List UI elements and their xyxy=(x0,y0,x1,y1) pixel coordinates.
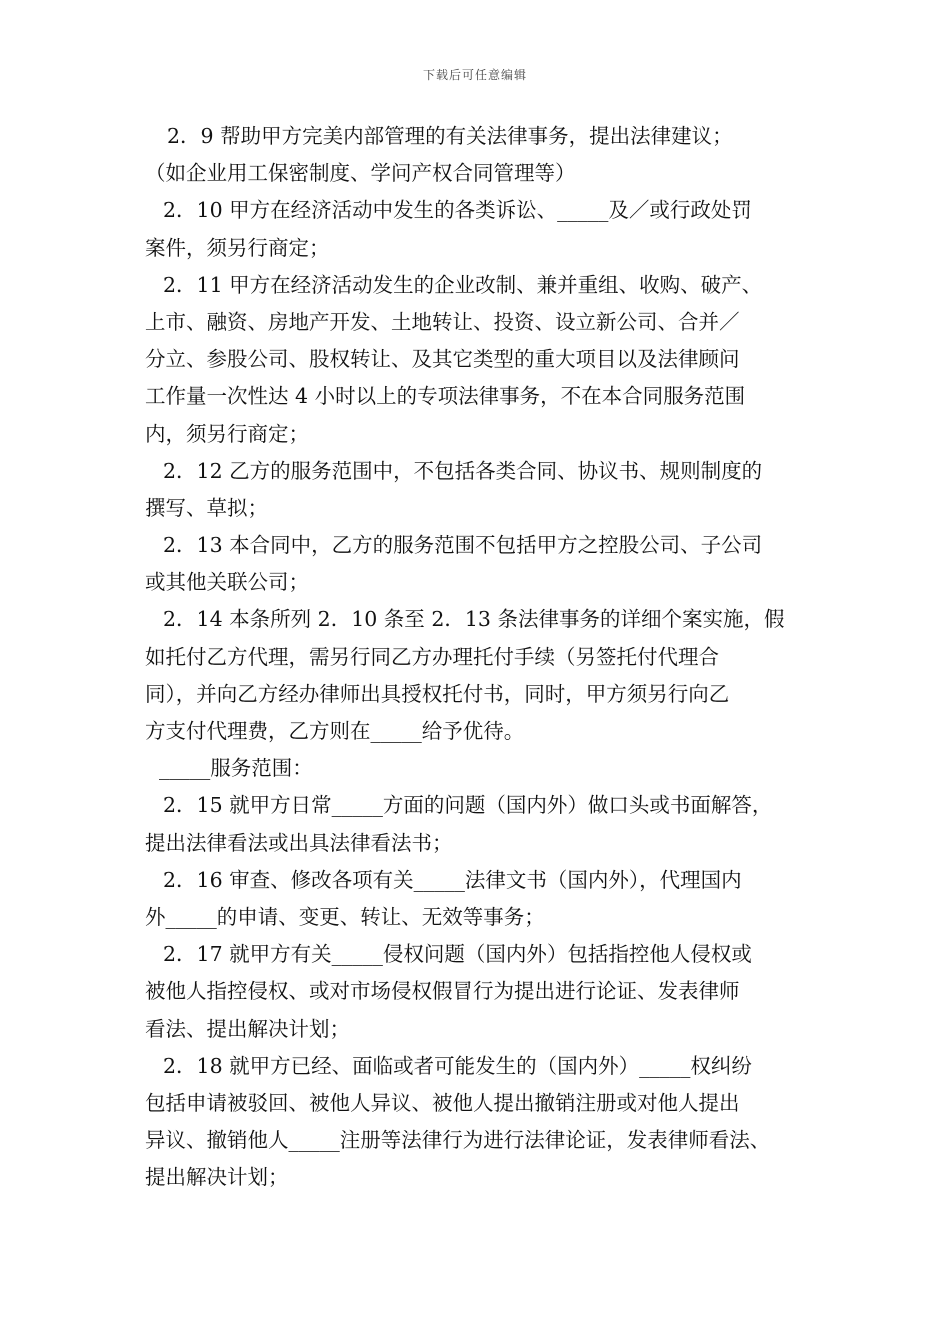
text-line: 上市、融资、房地产开发、土地转让、投资、设立新公司、合并／ xyxy=(145,309,740,334)
text-line: 2．12 乙方的服务范围中，不包括各类合同、协议书、规则制度的 xyxy=(163,458,763,483)
text-line: 提出解决计划； xyxy=(145,1165,289,1190)
text-line: 被他人指控侵权、或对市场侵权假冒行为提出进行论证、发表律师 xyxy=(145,979,740,1004)
text-line: 2．10 甲方在经济活动中发生的各类诉讼、_____及／或行政处罚 xyxy=(163,198,752,223)
text-line: 2．14 本条所列 2．10 条至 2．13 条法律事务的详细个案实施，假 xyxy=(163,607,785,632)
text-line: 包括申请被驳回、被他人异议、被他人提出撤销注册或对他人提出 xyxy=(145,1090,740,1115)
page-header: 下载后可任意编辑 xyxy=(422,68,527,82)
document-body xyxy=(145,118,825,1196)
text-line: 分立、参股公司、股权转让、及其它类型的重大项目以及法律顾问 xyxy=(145,347,740,372)
text-line: 撰写、草拟； xyxy=(145,495,268,520)
text-line: 同），并向乙方经办律师出具授权托付书，同时，甲方须另行向乙 xyxy=(145,681,730,706)
text-line: 内，须另行商定； xyxy=(145,421,309,446)
text-line: 看法、提出解决计划； xyxy=(145,1016,350,1041)
text-line: 2．9 帮助甲方完美内部管理的有关法律事务，提出法律建议； xyxy=(167,124,733,148)
text-line: 2．16 审查、修改各项有关_____法律文书（国内外），代理国内 xyxy=(163,867,742,892)
text-line: 2．17 就甲方有关_____侵权问题（国内外）包括指控他人侵权或 xyxy=(163,942,752,967)
text-line: _____服务范围： xyxy=(159,756,313,781)
text-line: 2．15 就甲方日常_____方面的问题（国内外）做口头或书面解答， xyxy=(163,793,773,818)
text-line: 或其他关联公司； xyxy=(145,570,309,595)
text-line: 2．18 就甲方已经、面临或者可能发生的（国内外）_____权纠纷 xyxy=(163,1053,752,1078)
text-line: 2．13 本合同中，乙方的服务范围不包括甲方之控股公司、子公司 xyxy=(163,533,763,558)
text-line: 提出法律看法或出具法律看法书； xyxy=(145,830,453,855)
text-line: 异议、撤销他人_____注册等法律行为进行法律论证，发表律师看法、 xyxy=(145,1128,771,1153)
text-line: 方支付代理费，乙方则在_____给予优待。 xyxy=(145,719,525,743)
text-line: 2．11 甲方在经济活动发生的企业改制、兼并重组、收购、破产、 xyxy=(163,272,763,297)
text-line: 外_____的申请、变更、转让、无效等事务； xyxy=(145,904,545,929)
text-line: （如企业用工保密制度、学问产权合同管理等） xyxy=(145,161,576,186)
text-line: 案件，须另行商定； xyxy=(145,235,330,260)
text-line: 如托付乙方代理，需另行同乙方办理托付手续（另签托付代理合 xyxy=(145,644,719,669)
text-line: 工作量一次性达 4 小时以上的专项法律事务，不在本合同服务范围 xyxy=(145,384,746,409)
